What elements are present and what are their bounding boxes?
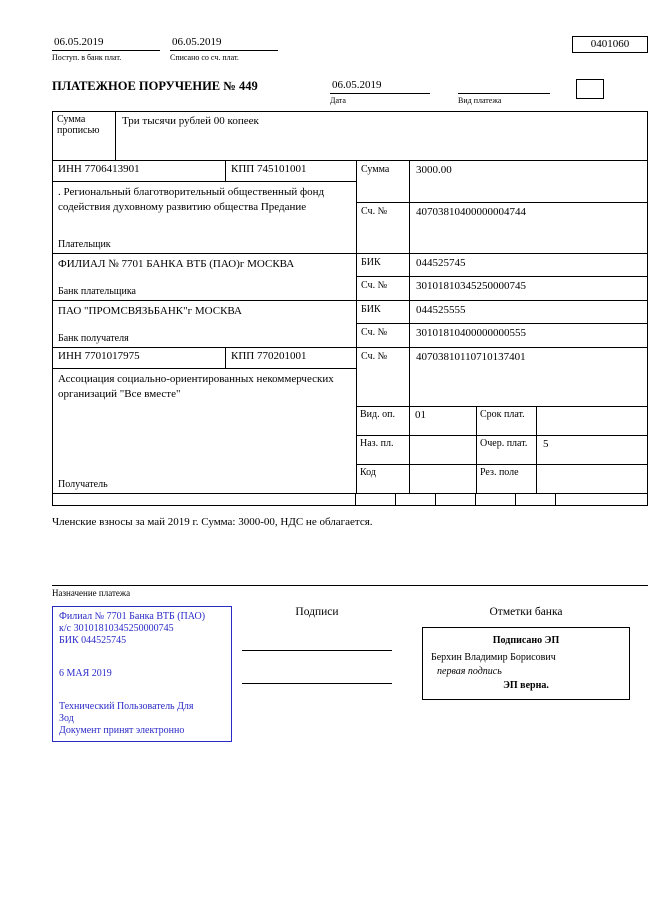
payment-purpose-text: Членские взносы за май 2019 г. Сумма: 3000-00, НДС не облагается.: [52, 506, 648, 586]
payment-type-field: [458, 79, 550, 105]
document-title: ПЛАТЕЖНОЕ ПОРУЧЕНИЕ № 449: [52, 79, 258, 93]
ep-verified-text: ЭП верна.: [503, 680, 549, 691]
payer-bank-bik-row: [357, 254, 647, 277]
beneficiary-right: [356, 348, 647, 493]
payer-bank-account-row: [357, 277, 647, 300]
signatures-title: Подписи: [295, 606, 339, 618]
beneficiary-bank-bik-row: [357, 301, 647, 324]
bank-marks-title: Отметки банка: [489, 606, 563, 618]
beneficiary-bank-account-value: 30101810400000000555: [416, 327, 526, 339]
payer-bank-account-label: Сч. №: [357, 277, 410, 300]
stamp-accepted-line: Документ принят электронно: [59, 725, 185, 736]
beneficiary-bank-bik-value: 044525555: [416, 304, 466, 316]
budget-fields-band: [52, 493, 648, 506]
date-debited-field: [170, 36, 278, 62]
beneficiary-kpp: КПП 770201001: [231, 350, 307, 362]
date-debited-value: 06.05.2019: [170, 36, 278, 51]
payer-bank-account-value: 30101810345250000745: [416, 280, 526, 292]
payer-label: Плательщик: [58, 239, 111, 250]
payer-bank-bik-label: БИК: [357, 254, 410, 276]
payer-right: [356, 161, 647, 253]
code-row: [357, 465, 647, 493]
amount-in-words-band: [52, 111, 648, 161]
priority-value: 5: [543, 438, 549, 450]
payer-bank-name: ФИЛИАЛ № 7701 БАНКА ВТБ (ПАО)г МОСКВА: [58, 258, 295, 270]
code-value: [410, 465, 477, 493]
payer-bank-label: Банк плательщика: [58, 286, 136, 297]
purpose-code-label: Наз. пл.: [357, 436, 410, 464]
amount-words-value: Три тысячи рублей 00 копеек: [122, 115, 259, 127]
purpose-code-value: [410, 436, 477, 464]
signature-line-1: [242, 618, 392, 651]
op-type-label: Вид. оп.: [357, 407, 410, 435]
payment-type-value: [458, 79, 550, 94]
budget-field-cell: [516, 494, 556, 505]
bank-marks-column: [422, 606, 630, 700]
status-code-box: [576, 79, 604, 99]
budget-field-cell: [396, 494, 436, 505]
payer-bank-band: [52, 253, 648, 301]
doc-date-label: Дата: [330, 96, 346, 105]
bottom-section: [52, 606, 648, 742]
beneficiary-account-label: Сч. №: [357, 348, 410, 406]
payment-term-value: [537, 407, 647, 435]
title-row: [52, 79, 648, 105]
op-type-value: 01: [410, 407, 477, 435]
doc-date-value: 06.05.2019: [330, 79, 430, 94]
beneficiary-bank-bik-label: БИК: [357, 301, 410, 323]
budget-field-cell: [476, 494, 516, 505]
payer-bank-bik-value: 044525745: [416, 257, 466, 269]
reserve-field-value: [537, 465, 647, 493]
reserve-field-label: Рез. поле: [477, 465, 537, 493]
beneficiary-account-row: [357, 348, 647, 407]
beneficiary-bank-label: Банк получателя: [58, 333, 129, 344]
payment-purpose-label: Назначение платежа: [52, 588, 131, 598]
budget-field-cell: [556, 494, 647, 505]
stamp-corr-account: к/с 30101810345250000745: [59, 623, 174, 634]
doc-date-field: [330, 79, 430, 105]
form-number: 0401060: [590, 38, 630, 50]
stamp-bik: БИК 044525745: [59, 635, 127, 646]
payer-account-label: Сч. №: [357, 203, 410, 253]
payer-name: . Региональный благотворительный общественный фонд содействия духовному развитию общества Предание: [58, 186, 325, 213]
ep-signature-role: первая подпись: [437, 666, 502, 677]
payer-account-value: 40703810400000004744: [416, 206, 526, 218]
payer-inn-kpp-row: [53, 161, 356, 182]
date-received-label: Поступ. в банк плат.: [52, 53, 122, 62]
payer-left: [53, 161, 356, 253]
beneficiary-bank-right: [356, 301, 647, 347]
code-label: Код: [357, 465, 410, 493]
beneficiary-bank-name: ПАО "ПРОМСВЯЗЬБАНК"г МОСКВА: [58, 305, 243, 317]
payment-order-document: [52, 36, 648, 742]
payment-term-label: Срок плат.: [477, 407, 537, 435]
payment-order-table: [52, 111, 648, 506]
beneficiary-label: Получатель: [58, 479, 108, 490]
beneficiary-bank-account-label: Сч. №: [357, 324, 410, 347]
form-number-box: [572, 36, 648, 53]
stamp-gap: [59, 647, 225, 668]
ep-signed-title: Подписано ЭП: [492, 635, 560, 646]
electronic-signature-box: [422, 627, 630, 700]
payer-band: [52, 160, 648, 254]
beneficiary-bank-band: [52, 300, 648, 348]
beneficiary-left: [53, 348, 356, 493]
payer-bank-left: [53, 254, 356, 300]
beneficiary-inn: ИНН 7701017975: [53, 348, 226, 368]
amount-row: [357, 161, 647, 203]
top-spacer: [278, 36, 572, 62]
payer-inn: ИНН 7706413901: [53, 161, 226, 181]
stamp-user-line-2: Зод: [59, 713, 74, 724]
op-type-row: [357, 407, 647, 436]
beneficiary-bank-account-row: [357, 324, 647, 347]
top-dates-row: [52, 36, 648, 62]
signatures-column: [242, 606, 392, 684]
bank-stamp-box: [52, 606, 232, 742]
budget-field-cell: [356, 494, 396, 505]
stamp-gap: [59, 680, 225, 701]
beneficiary-account-value: 40703810110710137401: [416, 351, 526, 363]
priority-row: [357, 436, 647, 465]
signature-line-2: [242, 651, 392, 684]
payer-account-row: [357, 203, 647, 253]
beneficiary-name: Ассоциация социально-ориентированных некоммерческих организаций "Все вместе": [58, 373, 334, 400]
amount-label: Сумма: [357, 161, 410, 202]
ep-signer-name: Берхин Владимир Борисович: [431, 652, 556, 663]
priority-label: Очер. плат.: [477, 436, 537, 464]
amount-value: 3000.00: [416, 164, 452, 176]
beneficiary-bank-left: [53, 301, 356, 347]
date-received-value: 06.05.2019: [52, 36, 160, 51]
stamp-bank-name: Филиал № 7701 Банка ВТБ (ПАО): [59, 611, 206, 622]
stamp-user-line-1: Технический Пользователь Для: [59, 701, 194, 712]
amount-words-label: Сумма прописью: [53, 112, 116, 160]
budget-field-cell: [53, 494, 356, 505]
date-debited-label: Списано со сч. плат.: [170, 53, 239, 62]
beneficiary-band: [52, 347, 648, 494]
date-received-field: [52, 36, 160, 62]
stamp-date: 6 МАЯ 2019: [59, 668, 112, 679]
payment-type-label: Вид платежа: [458, 96, 502, 105]
payer-bank-right: [356, 254, 647, 300]
beneficiary-inn-kpp-row: [53, 348, 356, 369]
budget-field-cell: [436, 494, 476, 505]
payer-kpp: КПП 745101001: [231, 163, 307, 175]
